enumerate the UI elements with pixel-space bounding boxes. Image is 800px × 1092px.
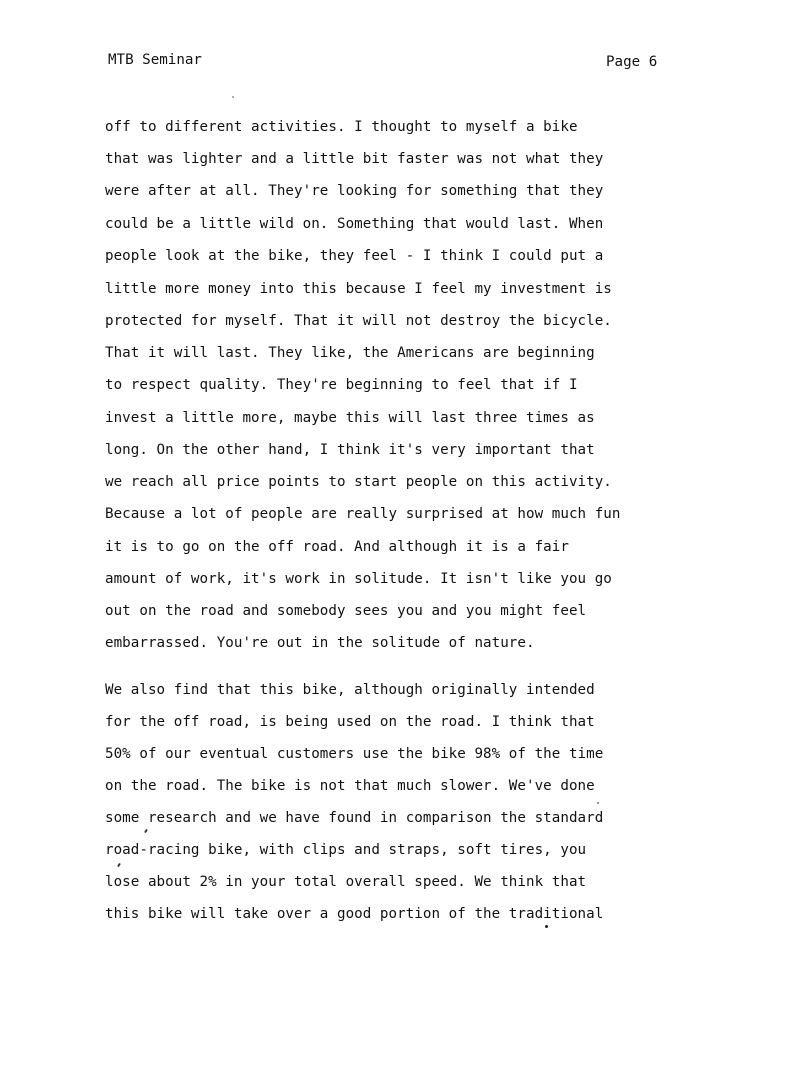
text-line: 50% of our eventual customers use the bike 98% of the time (105, 746, 604, 762)
running-header-title: MTB Seminar (108, 52, 202, 68)
text-line: for the off road, is being used on the road. I think that (105, 714, 595, 730)
page-number: Page 6 (606, 54, 658, 70)
text-line: this bike will take over a good portion of the traditional (105, 906, 604, 922)
scan-speck (144, 829, 148, 833)
text-line: embarrassed. You're out in the solitude of nature. (105, 635, 535, 651)
text-line: off to different activities. I thought to myself a bike (105, 119, 578, 135)
text-line: it is to go on the off road. And although it is a fair (105, 539, 569, 555)
text-line: out on the road and somebody sees you and you might feel (105, 603, 587, 619)
scan-speck (232, 96, 234, 98)
text-line: could be a little wild on. Something that would last. When (105, 216, 604, 232)
text-line: that was lighter and a little bit faster was not what they (105, 151, 604, 167)
text-line: were after at all. They're looking for something that they (105, 183, 604, 199)
text-line: That it will last. They like, the Americans are beginning (105, 345, 595, 361)
text-line: road-racing bike, with clips and straps, soft tires, you (105, 842, 587, 858)
text-line: Because a lot of people are really surprised at how much fun (105, 506, 621, 522)
text-line: some research and we have found in comparison the standard (105, 810, 604, 826)
text-line: protected for myself. That it will not destroy the bicycle. (105, 313, 612, 329)
text-line: people look at the bike, they feel - I think I could put a (105, 248, 604, 264)
text-line: lose about 2% in your total overall speed. We think that (105, 874, 587, 890)
scan-speck (597, 802, 599, 804)
text-line: amount of work, it's work in solitude. It isn't like you go (105, 571, 612, 587)
text-line: We also find that this bike, although originally intended (105, 682, 595, 698)
text-line: to respect quality. They're beginning to feel that if I (105, 377, 578, 393)
text-line: on the road. The bike is not that much slower. We've done (105, 778, 595, 794)
text-line: we reach all price points to start people on this activity. (105, 474, 612, 490)
scan-speck (117, 863, 121, 867)
text-line: long. On the other hand, I think it's very important that (105, 442, 595, 458)
scan-speck (545, 925, 548, 928)
text-line: invest a little more, maybe this will last three times as (105, 410, 595, 426)
text-line: little more money into this because I feel my investment is (105, 281, 612, 297)
